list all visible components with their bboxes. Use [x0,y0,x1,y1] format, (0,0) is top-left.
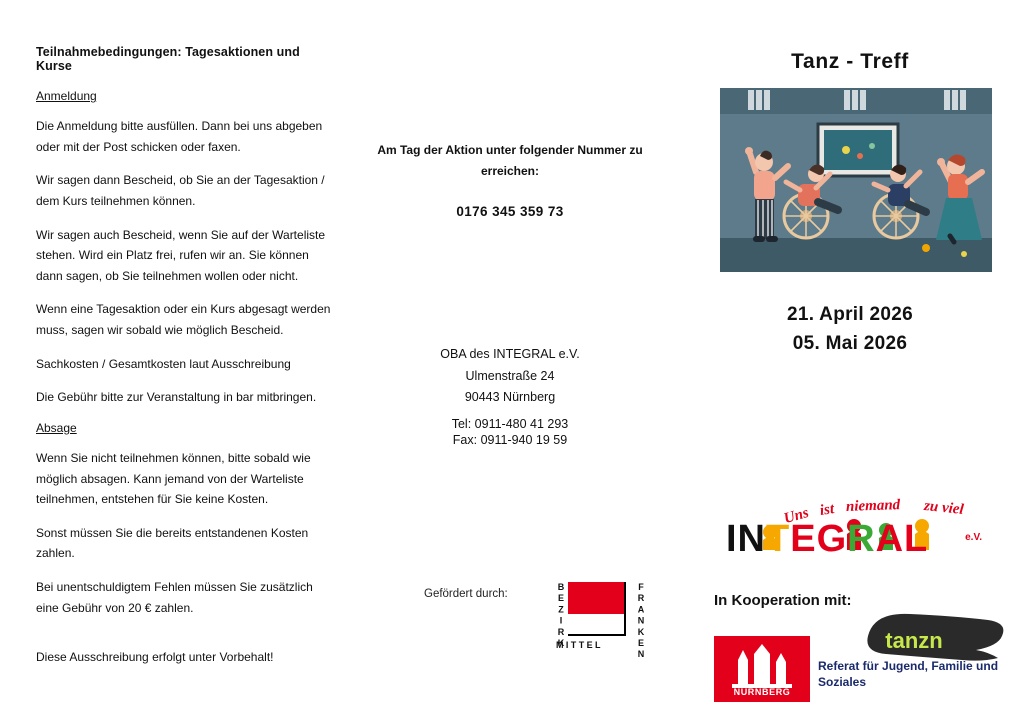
org-street: Ulmenstraße 24 [465,368,555,383]
bezirk-word-left: BEZIRK [556,582,566,650]
bezirk-word-right: FRANKEN [636,582,646,661]
terms-paragraph: Die Gebühr bitte zur Veranstaltung in bar mitbringen. [36,390,317,405]
nuernberg-logo [714,636,810,702]
bezirk-red-block [568,582,624,614]
address-block [360,344,660,449]
svg-text:tanzn: tanzn [885,628,943,653]
org-city: 90443 Nürnberg [464,390,556,404]
dancing-illustration [720,88,992,272]
terms-footnote: Diese Ausschreibung erfolgt unter Vorbehalt! [36,650,274,665]
section-heading-anmeldung: Anmeldung [36,89,97,103]
contact-phone: 0176 345 359 73 [456,204,564,219]
event-date: 21. April 2026 [786,304,913,325]
bezirk-word-bottom: MITTEL [556,640,603,650]
event-dates [700,300,1000,359]
terms-paragraph: Wir sagen dann Bescheid, ob Sie an der Tagesaktion / dem Kurs teilnehmen können. [36,173,325,208]
terms-paragraph: Sachkosten / Gesamtkosten laut Ausschreibung [36,356,291,371]
terms-paragraph: Sonst müssen Sie die bereits entstandenen Kosten zahlen. [36,525,309,561]
org-fax: Fax: 0911-940 19 59 [452,433,568,448]
bezirk-horizontal-rule [568,634,624,636]
org-telephone: Tel: 0911-480 41 293 [451,416,569,431]
contact-note-text: Am Tag der Aktion unter folgender Nummer zu erreichen: [377,143,643,178]
terms-title: Teilnahmebedingungen: Tagesaktionen und Kurse [36,45,300,73]
cover-column [700,0,1024,724]
integral-logo [726,498,986,568]
nuernberg-department: Referat für Jugend, Familie und Soziales [818,659,999,690]
integral-script-line: Uns ist niemand zu viel [782,497,965,528]
integral-suffix: e.V. [965,532,982,543]
nuernberg-logo-label: NÜRNBERG [733,687,791,697]
terms-paragraph: Wenn Sie nicht teilnehmen können, bitte sobald wie möglich absagen. Kann jemand von der Warteliste teilnehmen, entstehen für Sie keine Kosten. [36,450,311,507]
contact-note-block [360,140,660,219]
event-title: Tanz - Treff [791,50,909,73]
cooperation-label: In Kooperation mit: [714,592,852,609]
terms-column [36,45,336,681]
bezirk-mittelfranken-logo [540,578,658,662]
event-date: 05. Mai 2026 [792,333,908,355]
bezirk-vertical-rule [624,582,626,636]
spacer [36,631,336,647]
integral-wordmark: INTEGRAL [726,518,929,560]
terms-paragraph: Die Anmeldung bitte ausfüllen. Dann bei uns abgeben oder mit der Post schicken oder faxen. [36,119,323,154]
section-heading-absage: Absage [36,420,77,435]
funded-by-label: Gefördert durch: [424,588,508,600]
terms-paragraph: Wenn eine Tagesaktion oder ein Kurs abgesagt werden muss, sagen wir sobald wie möglich Bescheid. [36,302,331,337]
terms-paragraph: Wir sagen auch Bescheid, wenn Sie auf der Warteliste stehen. Wird ein Platz frei, rufen wir an. Sie können dann sagen, ob Sie teilnehmen wollen oder nicht. [36,227,326,283]
terms-paragraph: Bei unentschuldigtem Fehlen müssen Sie zusätzlich eine Gebühr von 20 € zahlen. [36,580,313,615]
org-name: OBA des INTEGRAL e.V. [440,347,580,361]
